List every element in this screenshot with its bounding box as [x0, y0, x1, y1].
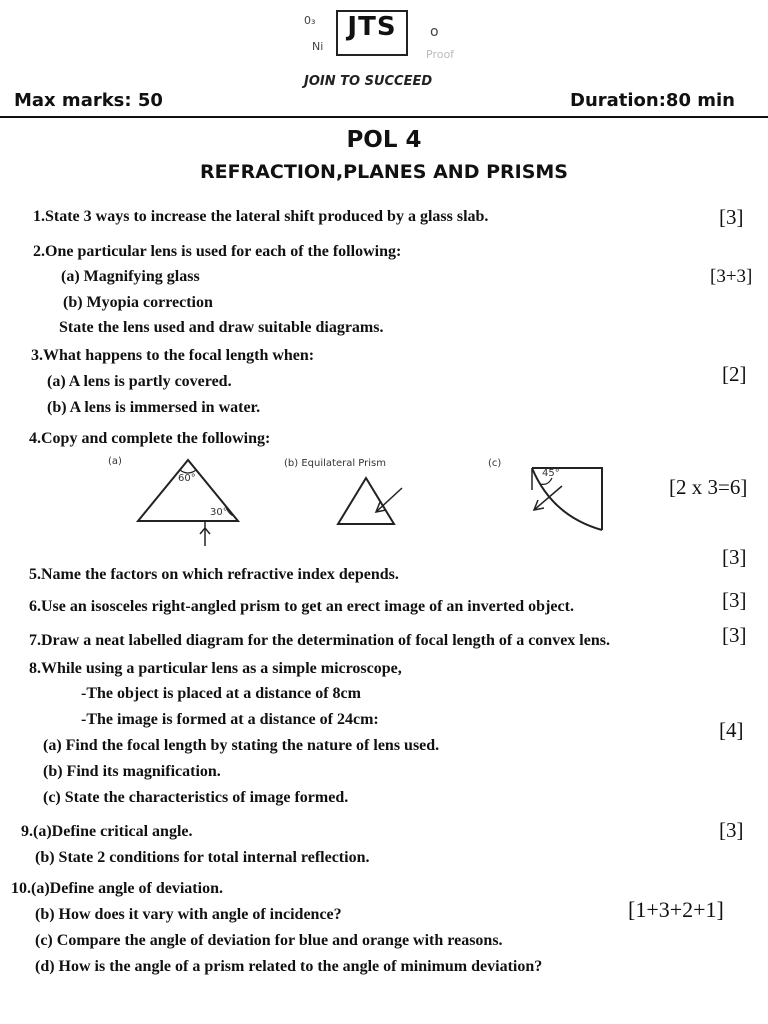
question-4-marks: [2 x 3=6] — [669, 475, 748, 499]
figure-c-prism — [528, 464, 608, 536]
duration: Duration:80 min — [570, 90, 735, 111]
logo-right-mark: o — [430, 24, 439, 40]
question-9-marks: [3] — [719, 818, 744, 842]
question-3-part-b: (b) A lens is immersed in water. — [47, 399, 261, 416]
figure-c-label: (c) — [488, 458, 502, 469]
question-10-part-c: (c) Compare the angle of deviation for blue and orange with reasons. — [35, 932, 503, 949]
question-1: 1.State 3 ways to increase the lateral shift produced by a glass slab. — [33, 208, 489, 225]
question-8-line-2: -The image is formed at a distance of 24cm: — [81, 711, 379, 728]
header-divider — [0, 116, 768, 118]
paper-code: POL 4 — [346, 127, 422, 153]
question-5-marks: [3] — [722, 545, 747, 569]
question-3: 3.What happens to the focal length when: — [31, 347, 315, 364]
figure-a-prism — [130, 454, 248, 550]
question-2-part-a: (a) Magnifying glass — [61, 268, 200, 285]
question-8-line-1: -The object is placed at a distance of 8cm — [81, 685, 361, 702]
question-2-marks: [3+3] — [710, 266, 753, 287]
figure-a-label: (a) — [108, 456, 122, 467]
figure-a-base-angle: 30° — [210, 507, 228, 518]
question-8: 8.While using a particular lens as a simple microscope, — [29, 660, 402, 677]
question-6-marks: [3] — [722, 588, 747, 612]
question-6: 6.Use an isosceles right-angled prism to get an erect image of an inverted object. — [29, 598, 574, 615]
question-3-part-a: (a) A lens is partly covered. — [47, 373, 232, 390]
question-8-part-a: (a) Find the focal length by stating the nature of lens used. — [43, 737, 440, 754]
question-7: 7.Draw a neat labelled diagram for the determination of focal length of a convex lens. — [29, 632, 610, 649]
question-10: 10.(a)Define angle of deviation. — [11, 880, 223, 897]
question-8-part-b: (b) Find its magnification. — [43, 763, 221, 780]
question-2-part-b: (b) Myopia correction — [63, 294, 213, 311]
faded-background-marks: Proof — [426, 48, 455, 61]
figure-b-label: (b) Equilateral Prism — [284, 458, 386, 469]
max-marks: Max marks: 50 — [14, 90, 163, 111]
question-1-marks: [3] — [719, 205, 744, 229]
question-2-instruction: State the lens used and draw suitable diagrams. — [59, 319, 384, 336]
question-9-part-b: (b) State 2 conditions for total internal reflection. — [35, 849, 370, 866]
question-9: 9.(a)Define critical angle. — [21, 823, 193, 840]
question-5: 5.Name the factors on which refractive index depends. — [29, 566, 399, 583]
figure-b-prism — [334, 470, 404, 530]
paper-title: REFRACTION,PLANES AND PRISMS — [200, 161, 568, 183]
logo-left-mark-2: Ni — [312, 40, 324, 53]
question-10-marks: [1+3+2+1] — [628, 897, 724, 922]
question-10-part-d: (d) How is the angle of a prism related to the angle of minimum deviation? — [35, 958, 543, 975]
logo-left-mark-1: 0₃ — [304, 14, 316, 27]
tagline: JOIN TO SUCCEED — [304, 74, 433, 89]
question-7-marks: [3] — [722, 623, 747, 647]
logo: JTS — [347, 12, 397, 42]
figure-b-triangle — [338, 478, 394, 524]
question-2: 2.One particular lens is used for each of the following: — [33, 243, 402, 260]
question-8-part-c: (c) State the characteristics of image formed. — [43, 789, 349, 806]
question-8-marks: [4] — [719, 718, 744, 742]
question-10-part-b: (b) How does it vary with angle of incidence? — [35, 906, 342, 923]
question-4: 4.Copy and complete the following: — [29, 430, 271, 447]
figure-c-angle: 45° — [542, 468, 560, 479]
question-3-marks: [2] — [722, 362, 747, 386]
figure-a-apex-angle: 60° — [178, 473, 196, 484]
